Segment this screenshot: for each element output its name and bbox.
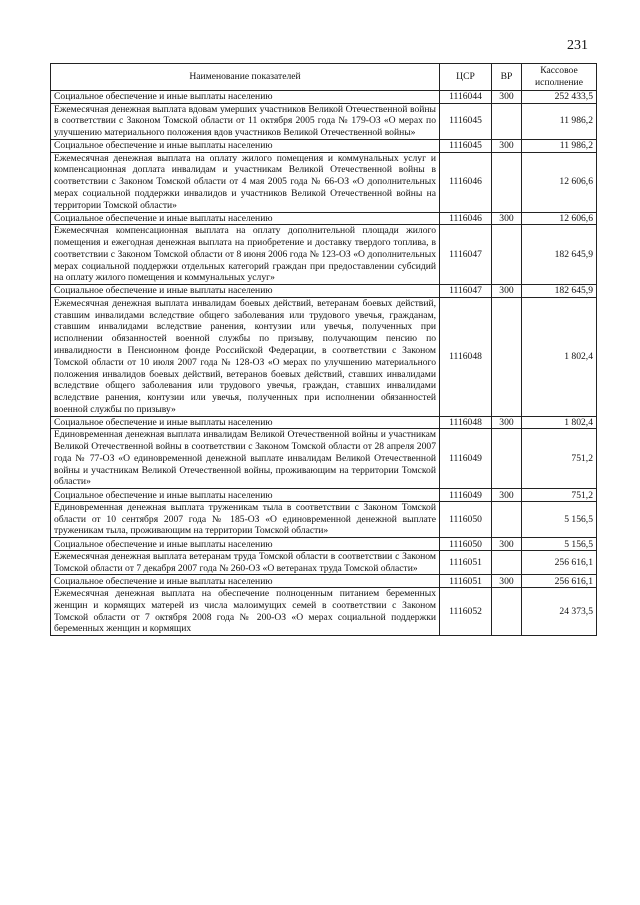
- cell-name: Социальное обеспечение и иные выплаты населению: [51, 212, 440, 225]
- cell-csr: 1116047: [440, 285, 492, 298]
- table-row: [51, 212, 597, 225]
- cell-vr: [492, 225, 522, 285]
- cell-name: Ежемесячная денежная выплата на обеспечение полноценным питанием беременных женщин и кормящих матерей из числа малоимущих семей в соответствии с Законом Томской области от 7 октября 2008 года № 200-ОЗ «О мерах социальной поддержки беременных женщин и кормящих: [51, 588, 440, 636]
- cell-csr: 1116051: [440, 550, 492, 575]
- cell-csr: 1116050: [440, 501, 492, 537]
- cell-vr: 300: [492, 139, 522, 152]
- cell-sum: 751,2: [522, 429, 597, 489]
- table-row: [51, 139, 597, 152]
- cell-vr: 300: [492, 416, 522, 429]
- cell-csr: 1116045: [440, 139, 492, 152]
- cell-sum: 11 986,2: [522, 139, 597, 152]
- cell-vr: [492, 588, 522, 636]
- table-row: [51, 429, 597, 489]
- table-row: [51, 91, 597, 104]
- table-row: [51, 575, 597, 588]
- table-row: [51, 152, 597, 212]
- cell-csr: 1116049: [440, 489, 492, 502]
- cell-sum: 11 986,2: [522, 103, 597, 139]
- header-name: Наименование показателей: [51, 64, 440, 91]
- cell-sum: 256 616,1: [522, 550, 597, 575]
- header-csr: ЦСР: [440, 64, 492, 91]
- cell-name: Социальное обеспечение и иные выплаты населению: [51, 285, 440, 298]
- cell-sum: 256 616,1: [522, 575, 597, 588]
- header-vr: ВР: [492, 64, 522, 91]
- cell-csr: 1116044: [440, 91, 492, 104]
- cell-csr: 1116048: [440, 416, 492, 429]
- cell-sum: 252 433,5: [522, 91, 597, 104]
- cell-sum: 1 802,4: [522, 297, 597, 416]
- cell-name: Социальное обеспечение и иные выплаты населению: [51, 91, 440, 104]
- cell-vr: 300: [492, 575, 522, 588]
- cell-vr: 300: [492, 489, 522, 502]
- cell-vr: 300: [492, 285, 522, 298]
- cell-vr: 300: [492, 91, 522, 104]
- cell-vr: [492, 152, 522, 212]
- table-row: [51, 285, 597, 298]
- cell-name: Единовременная денежная выплата труженикам тыла в соответствии с Законом Томской области от 10 сентября 2007 года № 185-ОЗ «О единовременной денежной выплате труженикам тыла, проживающим на территории Томской области»: [51, 501, 440, 537]
- cell-name: Социальное обеспечение и иные выплаты населению: [51, 538, 440, 551]
- cell-sum: 12 606,6: [522, 152, 597, 212]
- cell-name: Ежемесячная денежная выплата ветеранам труда Томской области в соответствии с Законом Томской области от 7 декабря 2007 года № 260-ОЗ «О ветеранах труда Томской области»: [51, 550, 440, 575]
- table-row: [51, 103, 597, 139]
- page-number: 231: [567, 38, 588, 53]
- cell-vr: 300: [492, 212, 522, 225]
- cell-name: Ежемесячная денежная выплата вдовам умерших участников Великой Отечественной войны в соответствии с Законом Томской области от 11 октября 2005 года № 179-ОЗ «О мерах по улучшению материального положения вдов участников Великой Отечественной войны»: [51, 103, 440, 139]
- table-row: [51, 538, 597, 551]
- table-row: [51, 416, 597, 429]
- cell-vr: [492, 501, 522, 537]
- cell-sum: 5 156,5: [522, 538, 597, 551]
- table-row: [51, 550, 597, 575]
- cell-csr: 1116052: [440, 588, 492, 636]
- cell-csr: 1116045: [440, 103, 492, 139]
- cell-vr: [492, 103, 522, 139]
- cell-name: Социальное обеспечение и иные выплаты населению: [51, 575, 440, 588]
- cell-sum: 751,2: [522, 489, 597, 502]
- table-row: [51, 225, 597, 285]
- cell-sum: 182 645,9: [522, 285, 597, 298]
- cell-sum: 1 802,4: [522, 416, 597, 429]
- cell-name: Ежемесячная денежная выплата на оплату жилого помещения и коммунальных услуг и компенсационная доплата инвалидам и участникам Великой Отечественной войны в соответствии с Законом Томской области от 4 мая 2005 года № 66-ОЗ «О дополнительных мерах социальной поддержки инвалидов и участников Великой Отечественной войны на территории Томской области»: [51, 152, 440, 212]
- cell-name: Ежемесячная денежная выплата инвалидам боевых действий, ветеранам боевых действий, ставшим инвалидами вследствие общего заболевания или трудового увечья, гражданам, ставшим инвалидами вследствие ранения, контузии или увечья, полученных при исполнении обязанностей военной службы по призыву, получающим пенсию по инвалидности в Пенсионном фонде Российской Федерации, в соответствии с Законом Томской области от 10 июля 2007 года № 128-ОЗ «О мерах по улучшению материального положения инвалидов боевых действий, ветеранов боевых действий, ставших инвалидами вследствие общего заболевания или трудового увечья, граждан, ставших инвалидами вследствие ранения, контузии или увечья, полученных при исполнении обязанностей военной службы по призыву»: [51, 297, 440, 416]
- cell-name: Социальное обеспечение и иные выплаты населению: [51, 139, 440, 152]
- table-row: [51, 588, 597, 636]
- table-row: [51, 489, 597, 502]
- header-cash-execution: Кассовое исполнение: [522, 64, 597, 91]
- table-header-row: [51, 64, 597, 91]
- cell-name: Ежемесячная компенсационная выплата на оплату дополнительной площади жилого помещения и ежегодная денежная выплата на приобретение и доставку твердого топлива, в соответствии с Законом Томской области от 8 июня 2006 года № 123-ОЗ «О дополнительных мерах социальной поддержки отдельных категорий граждан при предоставлении субсидий на оплату жилого помещения и коммунальных услуг»: [51, 225, 440, 285]
- table-row: [51, 501, 597, 537]
- cell-csr: 1116050: [440, 538, 492, 551]
- cell-name: Единовременная денежная выплата инвалидам Великой Отечественной войны и участникам Великой Отечественной войны в соответствии с Законом Томской области от 28 апреля 2007 года № 77-ОЗ «О единовременной денежной выплате инвалидам Великой Отечественной войны и участникам Великой Отечественной войны, проживающим на территории Томской области»: [51, 429, 440, 489]
- cell-csr: 1116048: [440, 297, 492, 416]
- cell-vr: [492, 550, 522, 575]
- cell-csr: 1116051: [440, 575, 492, 588]
- budget-table: [50, 63, 597, 636]
- cell-sum: 12 606,6: [522, 212, 597, 225]
- cell-vr: 300: [492, 538, 522, 551]
- cell-csr: 1116049: [440, 429, 492, 489]
- table-row: [51, 297, 597, 416]
- cell-name: Социальное обеспечение и иные выплаты населению: [51, 416, 440, 429]
- cell-vr: [492, 297, 522, 416]
- cell-sum: 182 645,9: [522, 225, 597, 285]
- cell-sum: 5 156,5: [522, 501, 597, 537]
- table-body: [51, 91, 597, 636]
- cell-csr: 1116047: [440, 225, 492, 285]
- cell-sum: 24 373,5: [522, 588, 597, 636]
- cell-csr: 1116046: [440, 212, 492, 225]
- cell-csr: 1116046: [440, 152, 492, 212]
- cell-vr: [492, 429, 522, 489]
- cell-name: Социальное обеспечение и иные выплаты населению: [51, 489, 440, 502]
